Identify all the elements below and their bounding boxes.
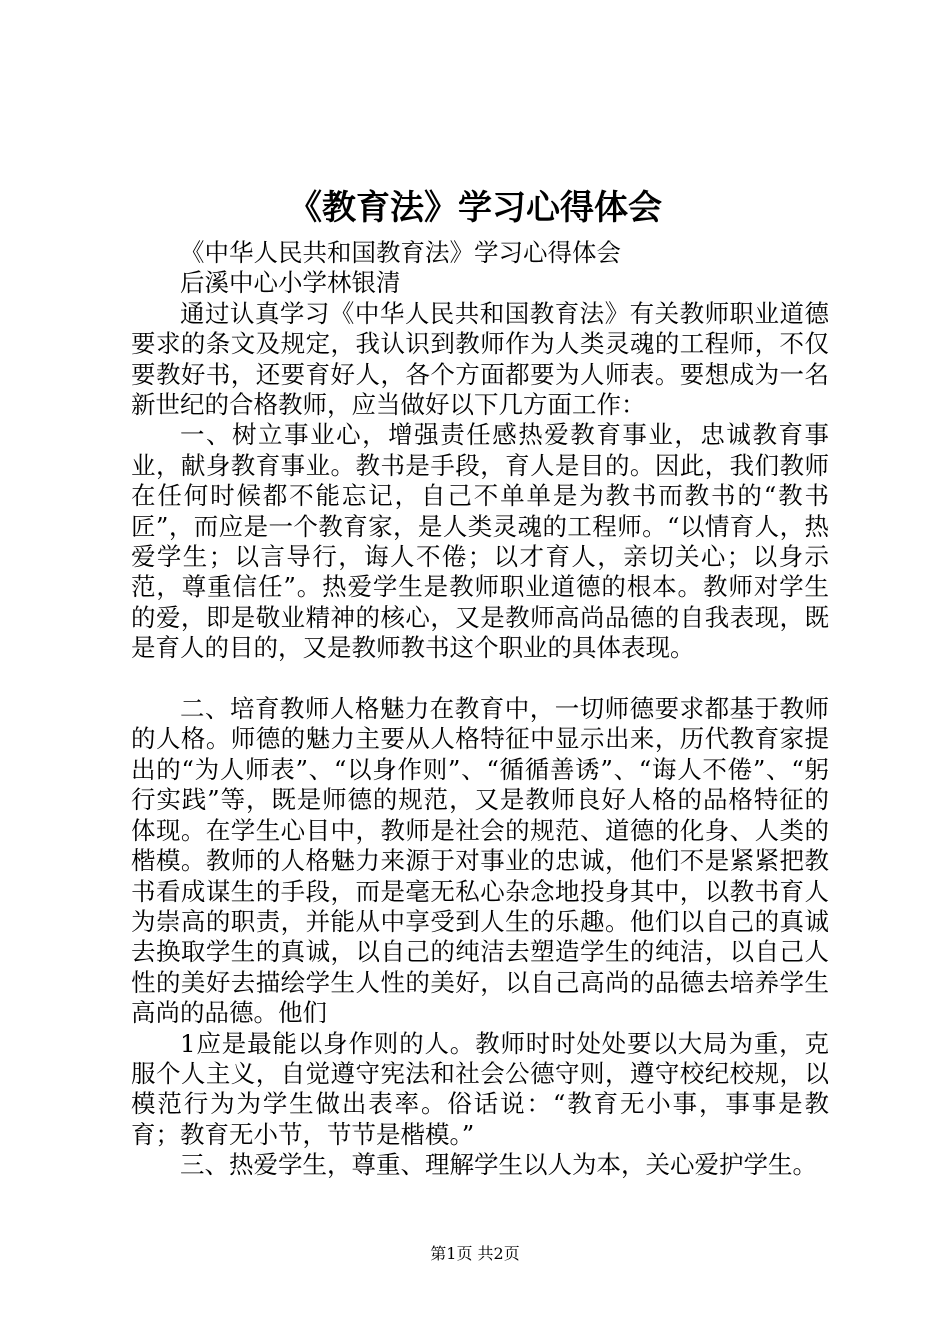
paragraph-section-two: 二、培育教师人格魅力在教育中，一切师德要求都基于教师的人格。师德的魅力主要从人格特征中显示出来，历代教育家提出的“为人师表”、“以身作则”、“循循善诱”、“诲人不倦”、“躬行实践”等，既是师德的规范，又是教师良好人格的品格特征的体现。在学生心目中，教师是社会的规范、道德的化身、人类的楷模。教师的人格魅力来源于对事业的忠诚，他们不是紧紧把教书看成谋生的手段，而是毫无私心杂念地投身其中，以教书育人为崇高的职责，并能从中享受到人生的乐趣。他们以自己的真诚去换取学生的真诚，以自己的纯洁去塑造学生的纯洁，以自己人性的美好去描绘学生人性的美好，以自己高尚的品德去培养学生高尚的品德。他们 — [131, 694, 829, 1028]
paragraph-intro: 通过认真学习《中华人民共和国教育法》有关教师职业道德要求的条文及规定，我认识到教师作为人类灵魂的工程师，不仅要教好书，还要育好人，各个方面都要为人师表。要想成为一名新世纪的合格教师，应当做好以下几方面工作： — [131, 298, 829, 420]
paragraph-section-three: 三、热爱学生，尊重、理解学生以人为本，关心爱护学生。 — [180, 1150, 817, 1180]
paragraph-subtitle: 《中华人民共和国教育法》学习心得体会 — [180, 238, 621, 267]
paragraph-author: 后溪中心小学林银清 — [180, 268, 401, 298]
paragraph-continuation: 1应是最能以身作则的人。教师时时处处要以大局为重，克服个人主义，自觉遵守宪法和社会公德守则，遵守校纪校规，以模范行为为学生做出表率。俗话说：“教育无小事，事事是教育；教育无小节，节节是楷模。” — [131, 1028, 829, 1149]
document-title: 《教育法》学习心得体会 — [288, 188, 662, 228]
page-footer: 第1页 共2页 — [430, 1244, 520, 1263]
document-body — [131, 238, 829, 1181]
paragraph-section-one: 一、树立事业心，增强责任感热爱教育事业，忠诚教育事业，献身教育事业。教书是手段，育人是目的。因此，我们教师在任何时候都不能忘记，自己不单单是为教书而教书的“教书匠”，而应是一个教育家，是人类灵魂的工程师。“以情育人，热爱学生；以言导行，诲人不倦；以才育人，亲切关心；以身示范，尊重信任”。热爱学生是教师职业道德的根本。教师对学生的爱，即是敬业精神的核心，又是教师高尚品德的自我表现，既是育人的目的，又是教师教书这个职业的具体表现。 — [131, 420, 829, 663]
